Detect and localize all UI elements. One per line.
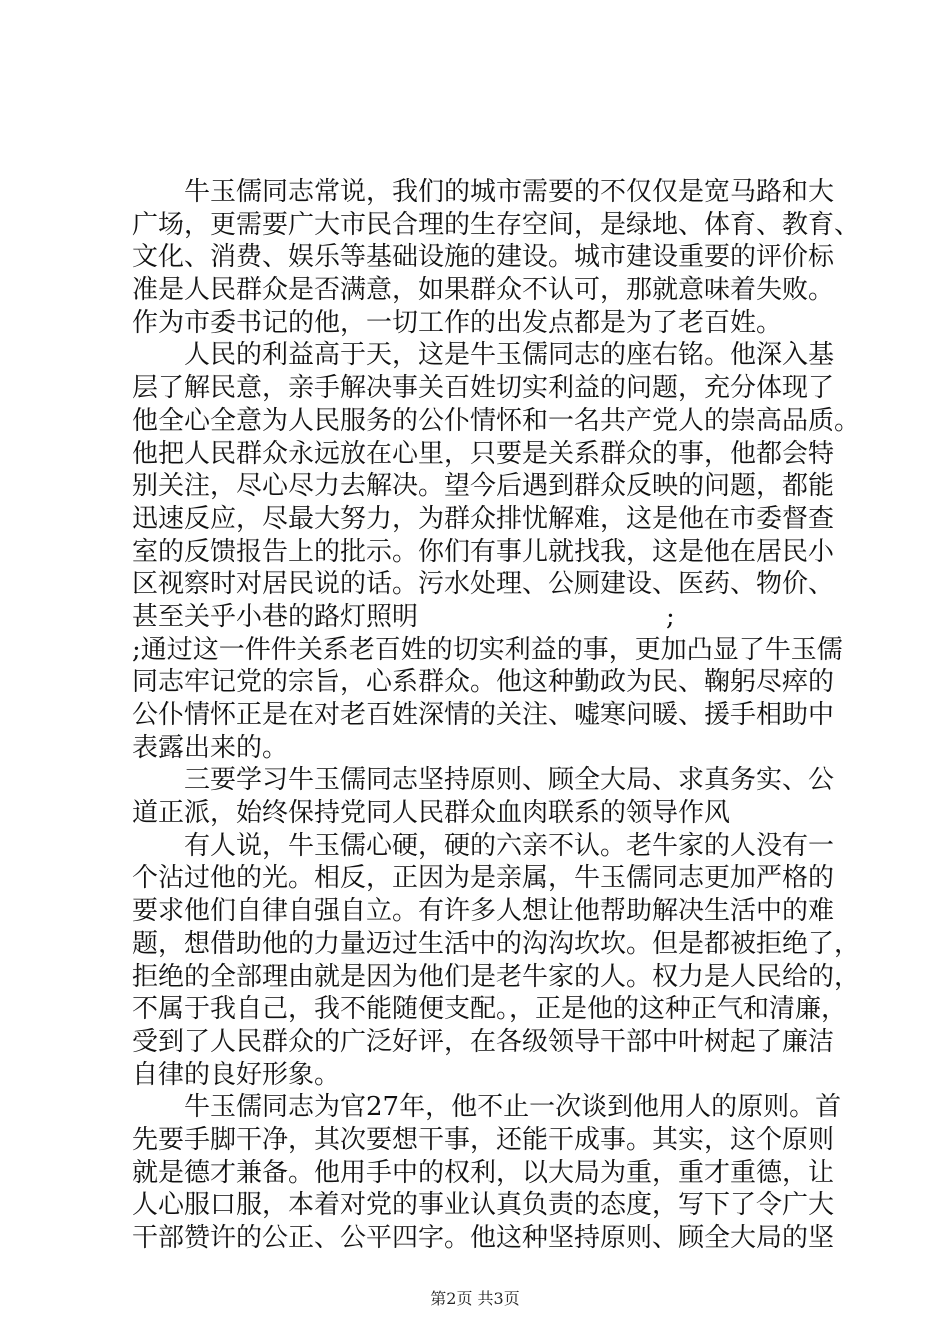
text-line: 要求他们自律自强自立。有许多人想让他帮助解决生活中的难: [132, 896, 835, 927]
text-line: 牛玉儒同志常说，我们的城市需要的不仅仅是宽马路和大: [184, 177, 835, 207]
text-line: 准是人民群众是否满意，如果群众不认可，那就意味着失败。: [132, 275, 835, 306]
text-line: 区视察时对居民说的话。污水处理、公厕建设、医药、物价、: [132, 569, 835, 600]
text-line: 拒绝的全部理由就是因为他们是老牛家的人。权力是人民给的，: [132, 961, 861, 992]
text-line: 不属于我自己，我不能随便支配。，正是他的这种正气和清廉，: [132, 994, 848, 1025]
text-line: 干部赞许的公正、公平四字。他这种坚持原则、顾全大局的坚: [132, 1223, 835, 1253]
text-line: 三要学习牛玉儒同志坚持原则、顾全大局、求真务实、公: [184, 765, 835, 796]
text-line: 他把人民群众永远放在心里，只要是关系群众的事，他都会特: [132, 438, 835, 469]
text-line: 个沾过他的光。相反，正因为是亲属，牛玉儒同志更加严格的: [132, 863, 835, 894]
text-line: 就是德才兼备。他用手中的权利，以大局为重，重才重德，让: [132, 1157, 835, 1188]
text-line: 牛玉儒同志为官27年，他不止一次谈到他用人的原则。首: [184, 1092, 842, 1123]
document-body: [132, 176, 861, 1255]
text-line: 室的反馈报告上的批示。你们有事儿就找我，这是他在居民小: [132, 536, 835, 567]
text-line: 文化、消费、娱乐等基础设施的建设。城市建设重要的评价标: [132, 242, 835, 273]
text-line: 题，想借助他的力量迈过生活中的沟沟坎坎。但是都被拒绝了，: [132, 928, 861, 959]
text-line: 公仆情怀正是在对老百姓深情的关注、嘘寒问暖、援手相助中: [132, 700, 835, 730]
text-line: ;通过这一件件关系老百姓的切实利益的事，更加凸显了牛玉儒: [132, 634, 843, 665]
text-line: 迅速反应，尽最大努力，为群众排忧解难，这是他在市委督查: [132, 503, 835, 534]
page-number: 第2页 共3页: [430, 1289, 520, 1308]
text-line: 同志牢记党的宗旨，心系群众。他这种勤政为民、鞠躬尽瘁的: [132, 667, 835, 698]
text-line: 人民的利益高于天，这是牛玉儒同志的座右铭。他深入基: [184, 340, 835, 371]
text-line: 甚至关乎小巷的路灯照明 ;: [132, 601, 675, 632]
text-line: 道正派，始终保持党同人民群众血肉联系的领导作风: [132, 798, 731, 829]
text-line: 作为市委书记的他，一切工作的出发点都是为了老百姓。: [132, 307, 783, 338]
text-line: 有人说，牛玉儒心硬，硬的六亲不认。老牛家的人没有一: [184, 830, 835, 861]
text-line: 先要手脚干净，其次要想干事，还能干成事。其实，这个原则: [132, 1124, 835, 1155]
text-line: 他全心全意为人民服务的公仆情怀和一名共产党人的崇高品质。: [132, 405, 861, 436]
text-line: 受到了人民群众的广泛好评，在各级领导干部中叶树起了廉洁: [132, 1026, 835, 1057]
text-line: 人心服口服，本着对党的事业认真负责的态度，写下了令广大: [132, 1190, 835, 1221]
text-line: 表露出来的。: [132, 732, 289, 763]
text-line: 自律的良好形象。: [132, 1059, 341, 1090]
text-line: 广场，更需要广大市民合理的生存空间，是绿地、体育、教育、: [132, 209, 861, 240]
text-line: 别关注，尽心尽力去解决。望今后遇到群众反映的问题，都能: [132, 471, 835, 502]
text-line: 层了解民意，亲手解决事关百姓切实利益的问题，充分体现了: [132, 373, 835, 404]
